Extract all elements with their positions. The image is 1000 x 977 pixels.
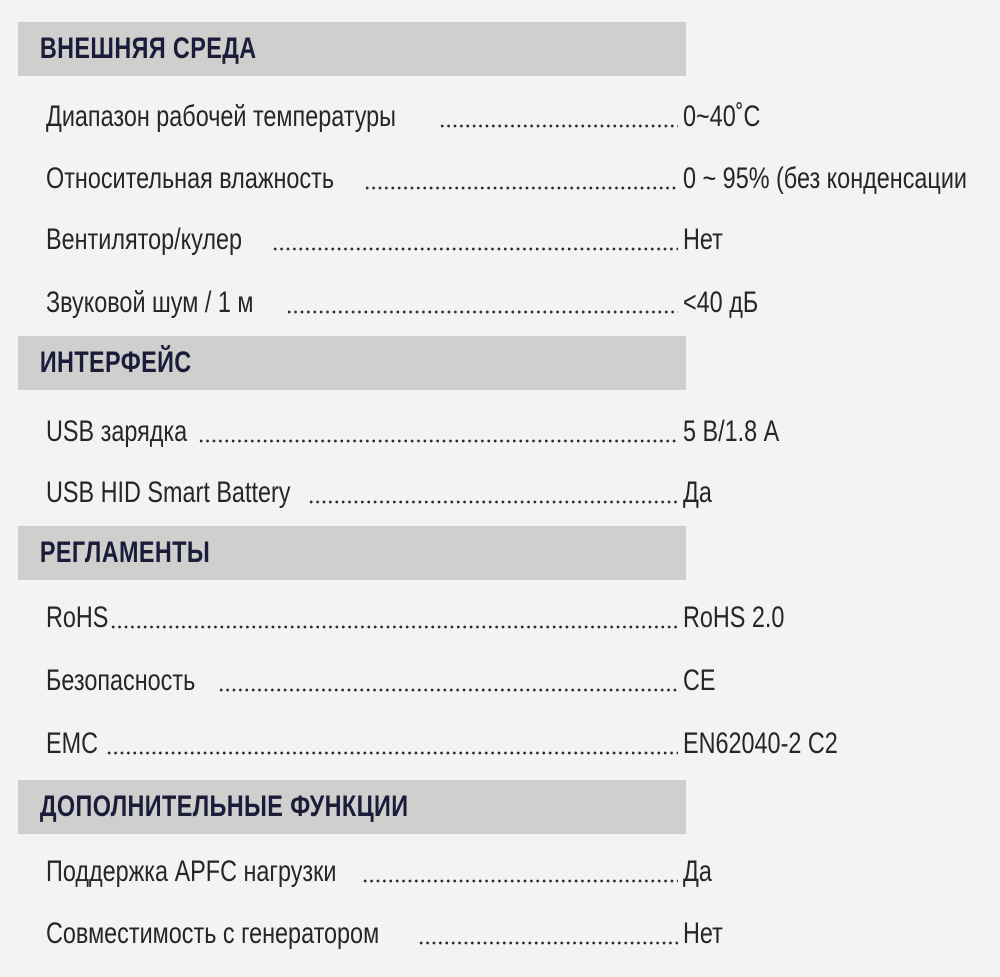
spec-row-rohs (46, 598, 1000, 638)
spec-row-acoustic-noise (46, 283, 1000, 323)
spec-value: Нет (683, 917, 723, 950)
spec-row-operating-temperature (46, 97, 1000, 137)
dot-leader (110, 625, 678, 629)
dot-leader (418, 941, 678, 945)
section-header-extra-functions (18, 780, 686, 834)
dot-leader (308, 500, 678, 504)
spec-value: RoHS 2.0 (683, 601, 785, 634)
section-title: ДОПОЛНИТЕЛЬНЫЕ ФУНКЦИИ (39, 790, 409, 823)
spec-label: EMC (46, 727, 99, 760)
spec-label: Звуковой шум / 1 м (46, 286, 254, 319)
spec-value: CE (683, 664, 716, 697)
dot-leader (286, 310, 678, 314)
spec-value: EN62040-2 C2 (683, 727, 838, 760)
spec-value: 5 В/1.8 А (683, 415, 780, 448)
spec-value: <40 дБ (683, 286, 759, 319)
spec-label: RoHS (46, 601, 109, 634)
spec-label: USB зарядка (46, 415, 188, 448)
spec-label: Поддержка APFC нагрузки (46, 855, 337, 888)
spec-row-usb-charging (46, 412, 1000, 452)
dot-leader (198, 439, 678, 443)
section-header-regulations (18, 526, 686, 580)
spec-label: Совместимость с генератором (46, 917, 380, 950)
spec-row-usb-hid (46, 473, 1000, 513)
spec-value: 0~40˚C (683, 100, 761, 133)
dot-leader (362, 879, 678, 883)
section-title: ВНЕШНЯЯ СРЕДА (39, 32, 257, 65)
spec-value: Нет (683, 223, 723, 256)
spec-label: Относительная влажность (46, 162, 335, 195)
spec-row-safety (46, 661, 1000, 701)
section-title: РЕГЛАМЕНТЫ (39, 536, 211, 569)
dot-leader (439, 124, 678, 128)
spec-row-generator-compatibility (46, 914, 1000, 954)
dot-leader (106, 751, 678, 755)
section-title: ИНТЕРФЕЙС (39, 346, 192, 379)
spec-row-apfc-support (46, 852, 1000, 892)
spec-value: 0 ~ 95% (без конденсации (683, 162, 967, 195)
dot-leader (364, 186, 678, 190)
spec-label: Безопасность (46, 664, 196, 697)
spec-value: Да (683, 855, 712, 888)
dot-leader (218, 688, 678, 692)
spec-label: Диапазон рабочей температуры (46, 100, 396, 133)
spec-label: USB HID Smart Battery (46, 476, 291, 509)
section-header-interface (18, 336, 686, 390)
spec-label: Вентилятор/кулер (46, 223, 243, 256)
spec-row-fan (46, 220, 1000, 260)
spec-value: Да (683, 476, 712, 509)
dot-leader (272, 247, 678, 251)
spec-row-emc (46, 724, 1000, 764)
section-header-environment (18, 22, 686, 76)
spec-row-relative-humidity (46, 159, 1000, 199)
